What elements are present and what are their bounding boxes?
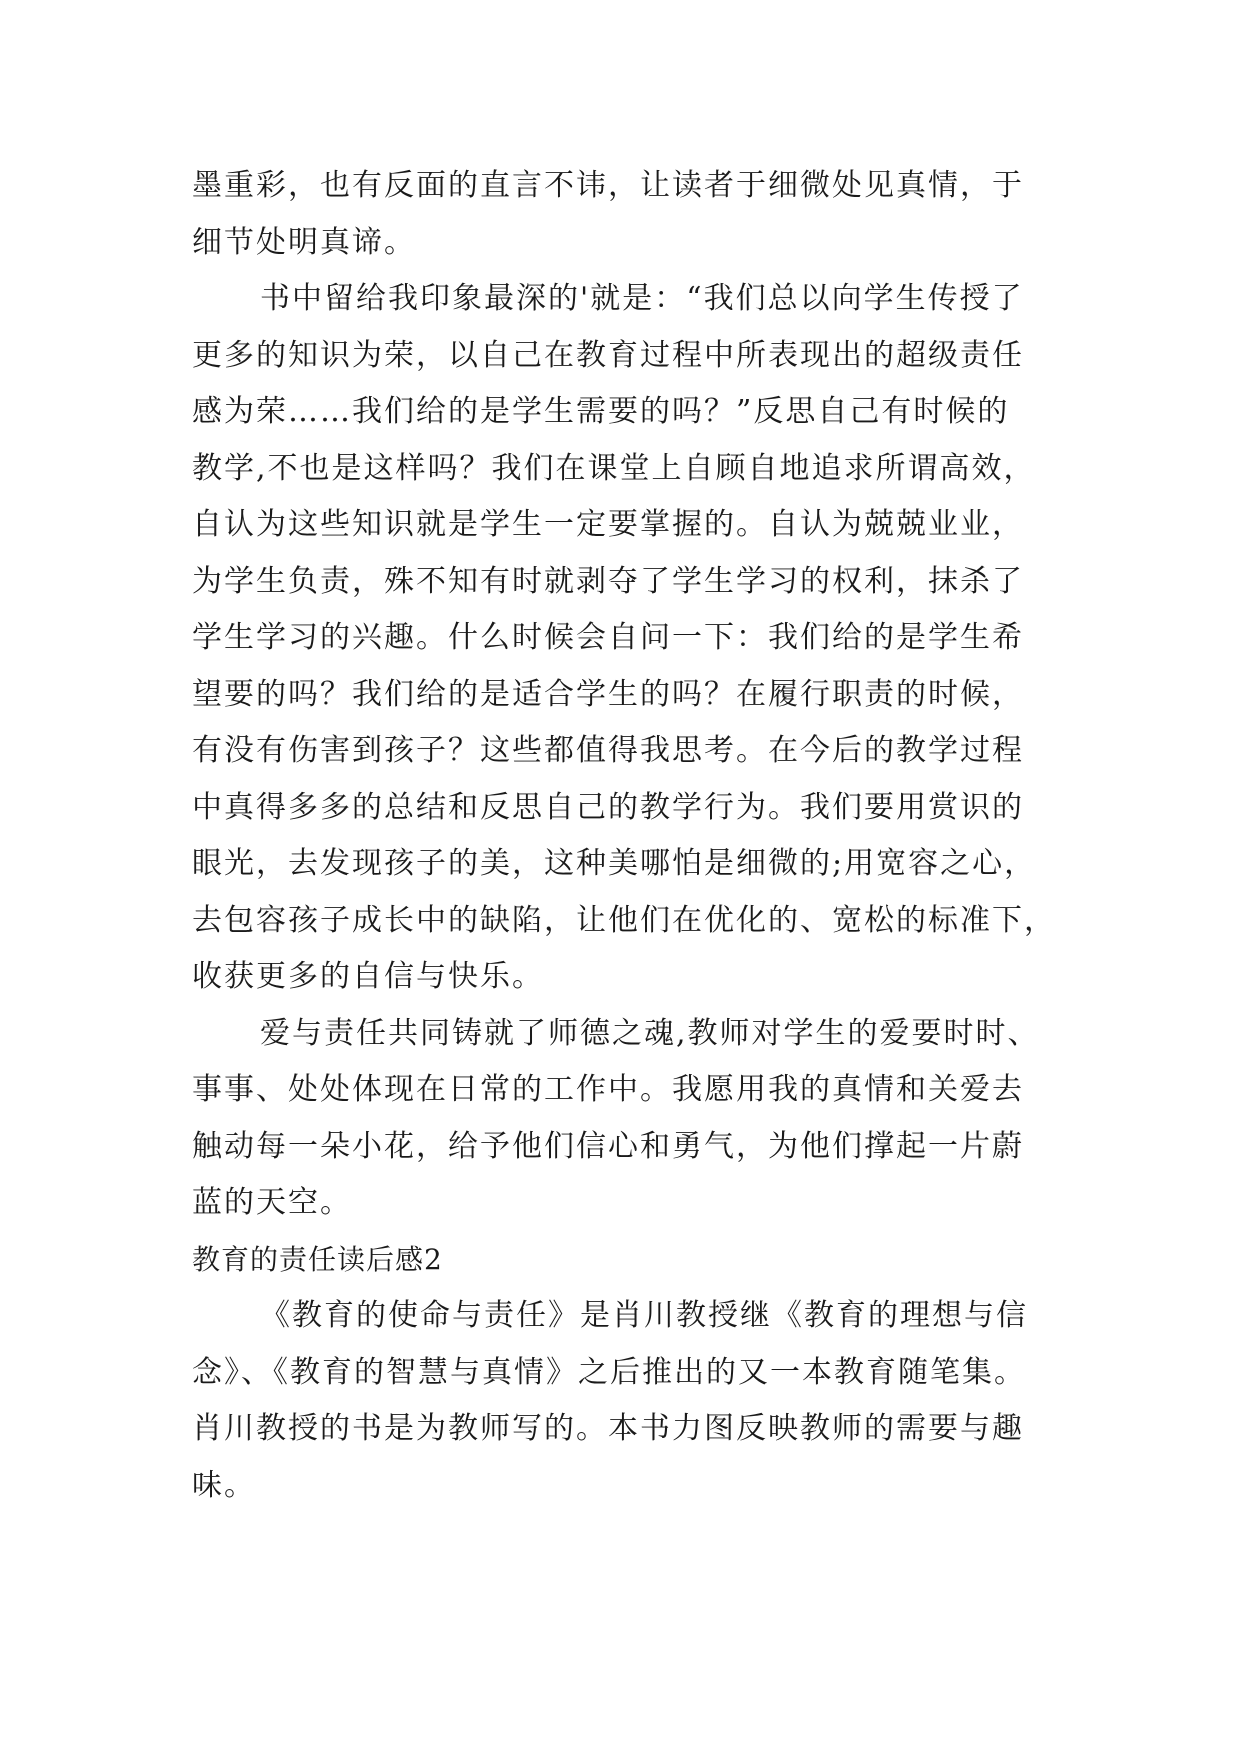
text-line: 自认为这些知识就是学生一定要掌握的。自认为兢兢业业， (192, 507, 1024, 542)
text-line: 学生学习的兴趣。什么时候会自问一下：我们给的是学生希 (192, 620, 1024, 655)
paragraph-2 (192, 271, 1054, 1006)
paragraph-3 (192, 1006, 1054, 1232)
text-line: 念》、《教育的智慧与真情》之后推出的又一本教育随笔集。 (192, 1354, 1026, 1390)
text-line: 更多的知识为荣，以自己在教育过程中所表现出的超级责任 (192, 337, 1024, 373)
text-line: 收获更多的自信与快乐。 (192, 959, 544, 994)
section-heading: 教育的责任读后感2 (192, 1242, 443, 1276)
text-line: 蓝的天空。 (192, 1185, 352, 1220)
text-line: 眼光，去发现孩子的美，这种美哪怕是细微的;用宽容之心， (192, 846, 1037, 881)
text-line: 肖川教授的书是为教师写的。本书力图反映教师的需要与趣 (192, 1411, 1024, 1446)
text-line: 事事、处处体现在日常的工作中。我愿用我的真情和关爱去 (192, 1072, 1024, 1107)
text-line: 有没有伤害到孩子？这些都值得我思考。在今后的教学过程 (192, 733, 1024, 768)
text-line: 去包容孩子成长中的缺陷，让他们在优化的、宽松的标准下， (192, 902, 1056, 938)
paragraph-4 (192, 1288, 1054, 1514)
text-line: 为学生负责，殊不知有时就剥夺了学生学习的权利，抹杀了 (192, 563, 1024, 599)
text-line: 味。 (192, 1467, 256, 1503)
text-line: 望要的吗？我们给的是适合学生的吗？在履行职责的时候， (192, 676, 1024, 712)
text-line: 触动每一朵小花，给予他们信心和勇气，为他们撑起一片蔚 (192, 1128, 1024, 1164)
text-line: 墨重彩，也有反面的直言不讳，让读者于细微处见真情，于 (192, 168, 1024, 203)
document-body (192, 158, 1054, 1514)
text-line: 细节处明真谛。 (192, 224, 416, 260)
paragraph-1 (192, 158, 1054, 271)
text-line: 爱与责任共同铸就了师德之魂,教师对学生的爱要时时、 (260, 1015, 1040, 1051)
text-line: 《教育的使命与责任》是肖川教授继《教育的理想与信 (260, 1298, 1028, 1333)
text-line: 教学,不也是这样吗？我们在课堂上自顾自地追求所谓高效， (192, 450, 1036, 486)
text-line: 书中留给我印象最深的'就是：“我们总以向学生传授了 (260, 281, 1024, 316)
text-line: 中真得多多的总结和反思自己的教学行为。我们要用赏识的 (192, 789, 1024, 825)
text-line: 感为荣……我们给的是学生需要的吗？”反思自己有时候的 (192, 394, 1010, 429)
